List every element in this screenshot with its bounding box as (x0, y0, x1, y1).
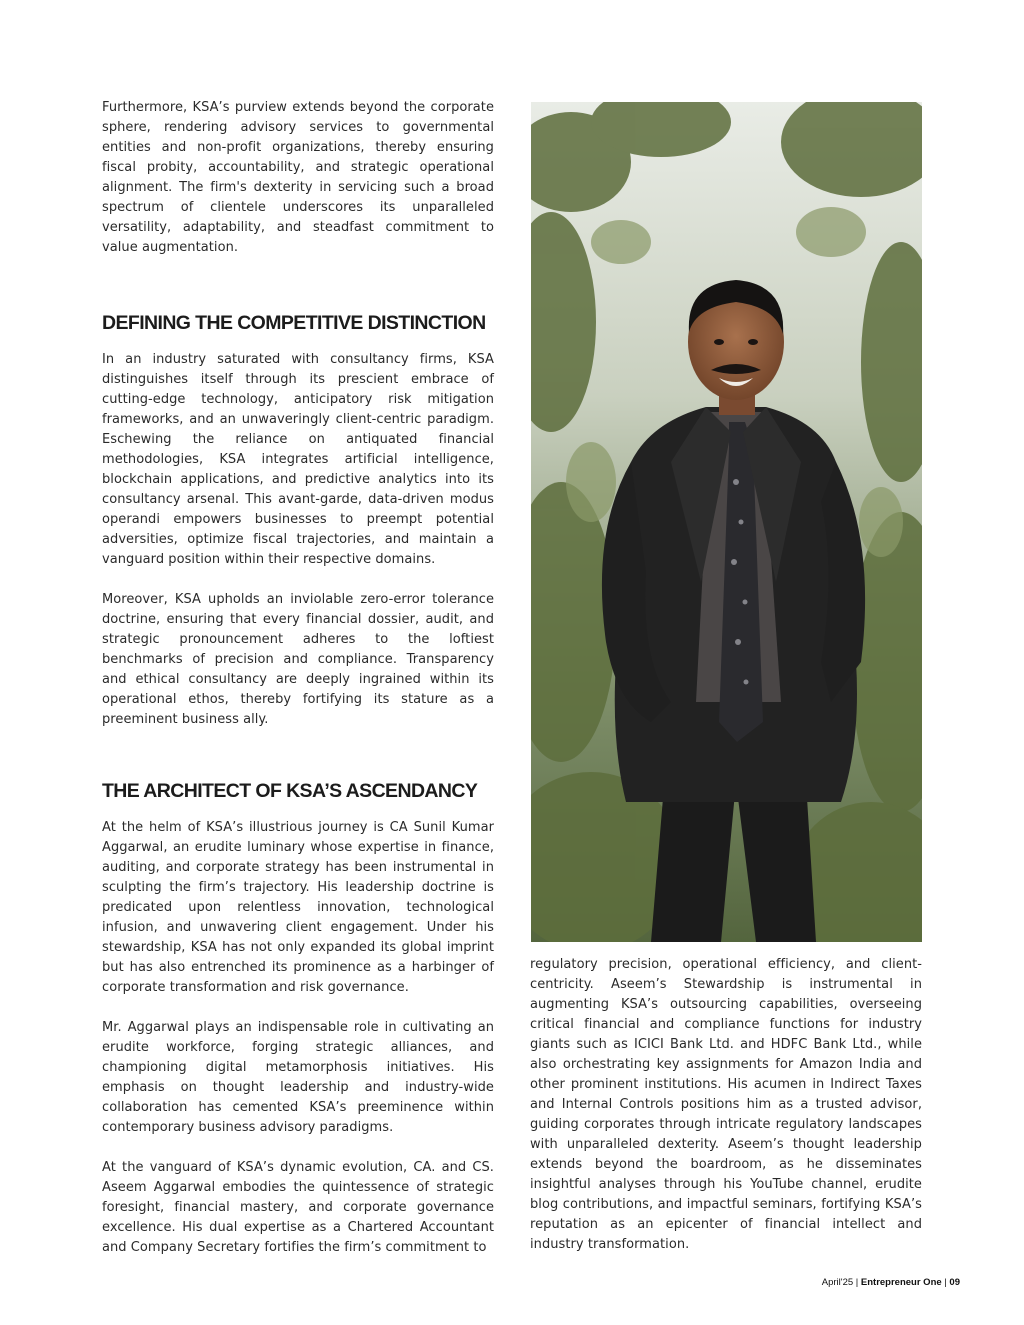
architect-paragraph-3: At the vanguard of KSA’s dynamic evolution, CA. and CS. Aseem Aggarwal embodies the quintessence of strategic foresight, financial mastery, and corporate governance excellence. His dual expertise as a Chartered Accountant and Company Secretary fortifies the firm’s commitment to (102, 1160, 494, 1255)
intro-paragraph: Furthermore, KSA’s purview extends beyond the corporate sphere, rendering advisory services to governmental entities and non-profit organizations, thereby ensuring fiscal probity, accountability, and strategic operational alignment. The firm's dexterity in servicing such a broad spectrum of clientele underscores its unparalleled versatility, adaptability, and steadfast commitment to value augmentation. (102, 100, 494, 255)
architect-paragraph-1: At the helm of KSA’s illustrious journey is CA Sunil Kumar Aggarwal, an erudite luminary whose expertise in finance, auditing, and corporate strategy has been instrumental in sculpting the firm’s trajectory. His leadership doctrine is predicated upon relentless innovation, technological infusion, and unwavering client engagement. Under his stewardship, KSA has not only expanded its global imprint but has also entrenched its prominence as a harbinger of corporate transformation and risk governance. (102, 820, 494, 995)
continuation-paragraph: regulatory precision, operational efficiency, and client-centricity. Aseem’s Stewardship is instrumental in augmenting KSA’s outsourcing capabilities, overseeing critical financial and compliance functions for industry giants such as ICICI Bank Ltd. and HDFC Bank Ltd., while also orchestrating key assignments for Amazon India and other prominent institutions. His acumen in Indirect Taxes and Internal Controls positions him as a trusted advisor, guiding corporates through intricate regulatory landscapes with unparalleled dexterity. Aseem’s thought leadership extends beyond the boardroom, as he disseminates insightful analyses through his YouTube channel, erudite blog contributions, and impactful seminars, fortifying KSA’s reputation as an epicenter of financial intellect and industry transformation. (530, 957, 922, 1252)
footer-separator: | (944, 1277, 947, 1288)
section-heading-architect: THE ARCHITECT OF KSA’S ASCENDANCY (102, 780, 478, 802)
left-column (102, 98, 494, 1278)
portrait-photo (531, 102, 922, 942)
issue-date: April'25 (821, 1277, 854, 1288)
page-footer (822, 1277, 960, 1288)
page-number: 09 (949, 1277, 960, 1288)
competitive-paragraph-2: Moreover, KSA upholds an inviolable zero-error tolerance doctrine, ensuring that every financial dossier, audit, and strategic pronouncement adheres to the loftiest benchmarks of precision and compliance. Transparency and ethical consultancy are deeply ingrained within its operational ethos, thereby fortifying its stature as a preeminent business ally. (102, 592, 494, 727)
architect-paragraph-2: Mr. Aggarwal plays an indispensable role in cultivating an erudite workforce, forging strategic alliances, and championing digital metamorphosis initiatives. His emphasis on thought leadership and industry-wide collaboration has cemented KSA’s preeminence within contemporary business advisory paradigms. (102, 1020, 494, 1135)
right-column (530, 955, 922, 1275)
competitive-paragraph-1: In an industry saturated with consultancy firms, KSA distinguishes itself through its prescient embrace of cutting-edge technology, anticipatory risk mitigation frameworks, and an unwaveringly client-centric paradigm. Eschewing the reliance on antiquated financial methodologies, KSA integrates artificial intelligence, blockchain applications, and predictive analytics into its consultancy arsenal. This avant-garde, data-driven modus operandi empowers businesses to preempt potential adversities, optimize fiscal trajectories, and maintain a vanguard position within their respective domains. (102, 352, 494, 567)
magazine-name: Entrepreneur One (860, 1277, 942, 1288)
footer-separator: | (855, 1277, 859, 1288)
section-heading-competitive-distinction: DEFINING THE COMPETITIVE DISTINCTION (102, 312, 486, 334)
